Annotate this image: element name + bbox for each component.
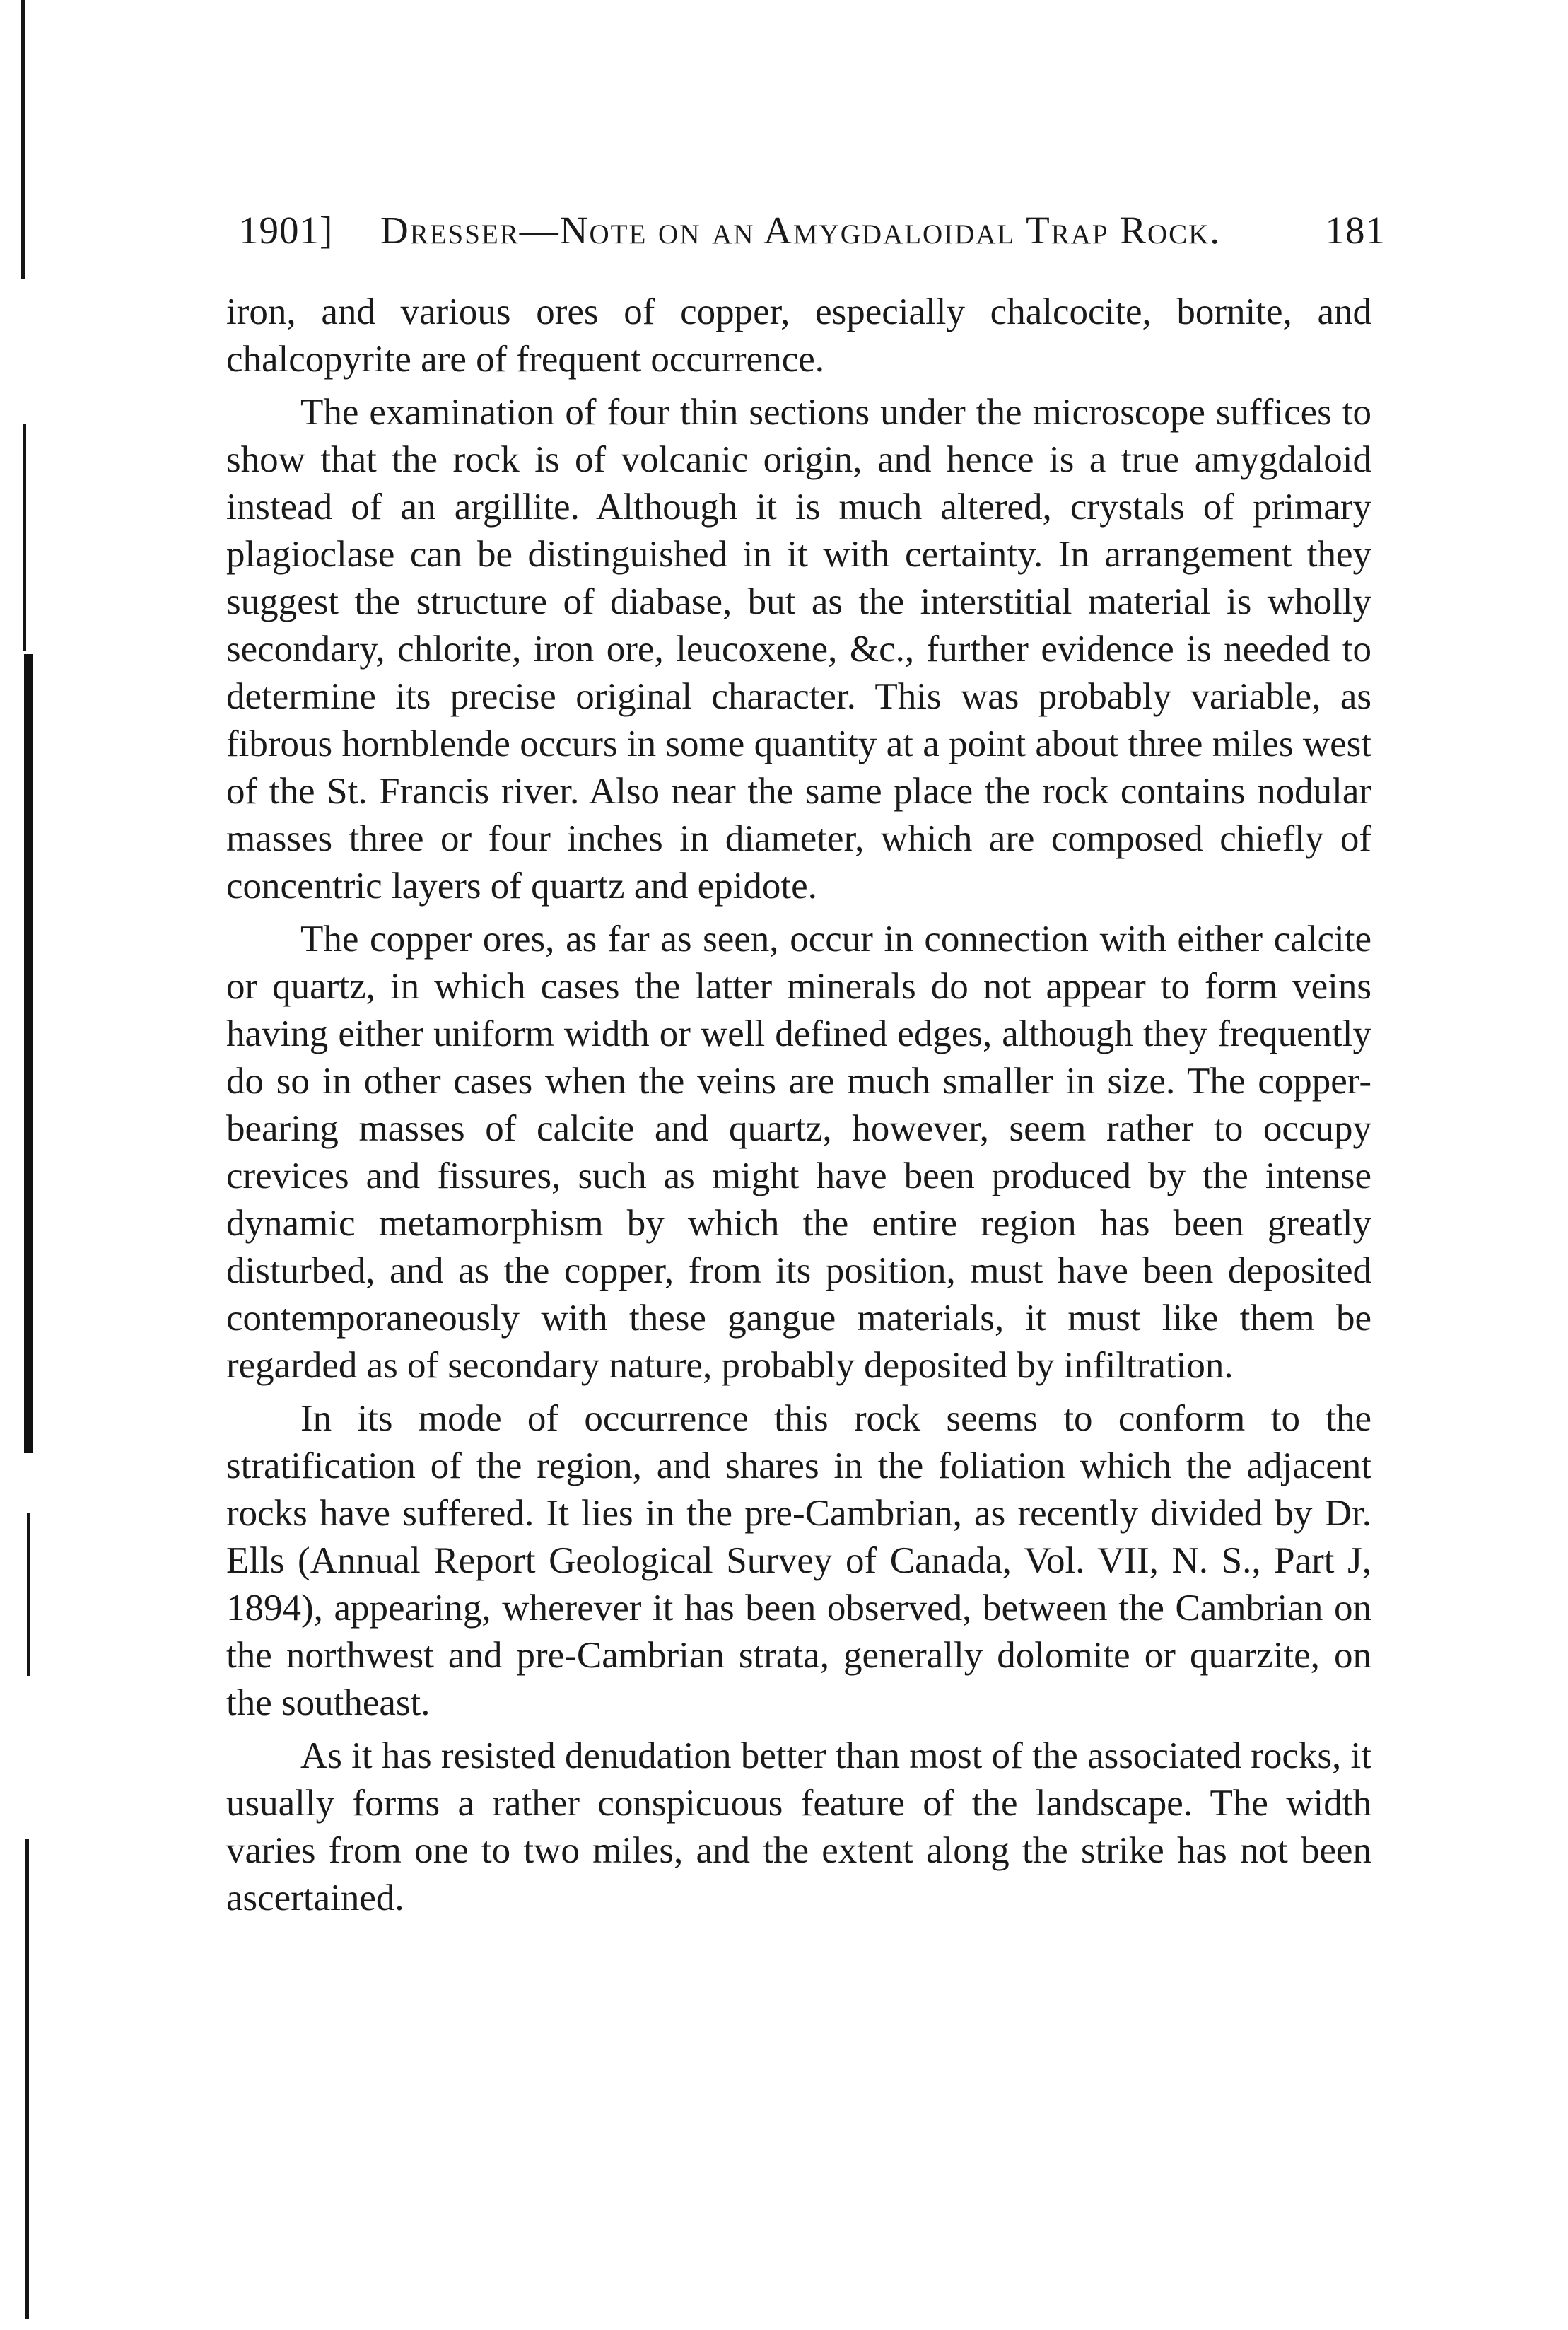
paragraph: iron, and various ores of copper, especially chalcocite, bornite, and chalcopyrite are of frequent occurrence. <box>226 291 1371 380</box>
running-head-title: Dresser—Note on an Amygdaloidal Trap Rock. <box>380 209 1222 252</box>
paragraph: The examination of four thin sections under the microscope suffices to show that the rock is of volcanic origin, and hence is a true amygdaloid instead of an argillite. Although it is much altered, crystals of primary plagioclase can be distinguished in it with certainty. In arrangement they suggest the structure of diabase, but as the interstitial material is wholly secondary, chlorite, iron ore, leucoxene, &c., further evidence is needed to determine its precise original character. This was probably variable, as fibrous hornblende occurs in some quantity at a point about three miles west of the St. Francis river. Also near the same place the rock contains nodular masses three or four inches in diameter, which are composed chiefly of concentric layers of quartz and epidote. <box>226 392 1371 907</box>
paragraph: The copper ores, as far as seen, occur in connection with either calcite or quartz, in which cases the latter minerals do not appear to form veins having either uniform width or well defined edges, although they frequently do so in other cases when the veins are much smaller in size. The copper-bearing masses of calcite and quartz, however, seem rather to occupy crevices and fissures, such as might have been produced by the intense dynamic metamorphism by which the entire region has been greatly disturbed, and as the copper, from its position, must have been deposited contemporaneously with these gangue materials, it must like them be regarded as of secondary nature, probably deposited by infiltration. <box>226 919 1371 1386</box>
running-head <box>239 202 1386 259</box>
running-head-year: 1901] <box>239 209 334 252</box>
paragraph: As it has resisted denudation better than most of the associated rocks, it usually forms a rather conspicuous feature of the landscape. The width varies from one to two miles, and the extent along the strike has not been ascertained. <box>226 1735 1371 1918</box>
page-number: 181 <box>1325 209 1386 252</box>
paragraph: In its mode of occurrence this rock seems to conform to the stratification of the region, and shares in the foliation which the adjacent rocks have suffered. It lies in the pre-Cambrian, as recently divided by Dr. Ells (Annual Report Geological Survey of Canada, Vol. VII, N. S., Part J, 1894), appearing, wherever it has been observed, between the Cambrian on the northwest and pre-Cambrian strata, generally dolomite or quarzite, on the southeast. <box>226 1398 1371 1723</box>
body-text <box>226 289 1371 1922</box>
